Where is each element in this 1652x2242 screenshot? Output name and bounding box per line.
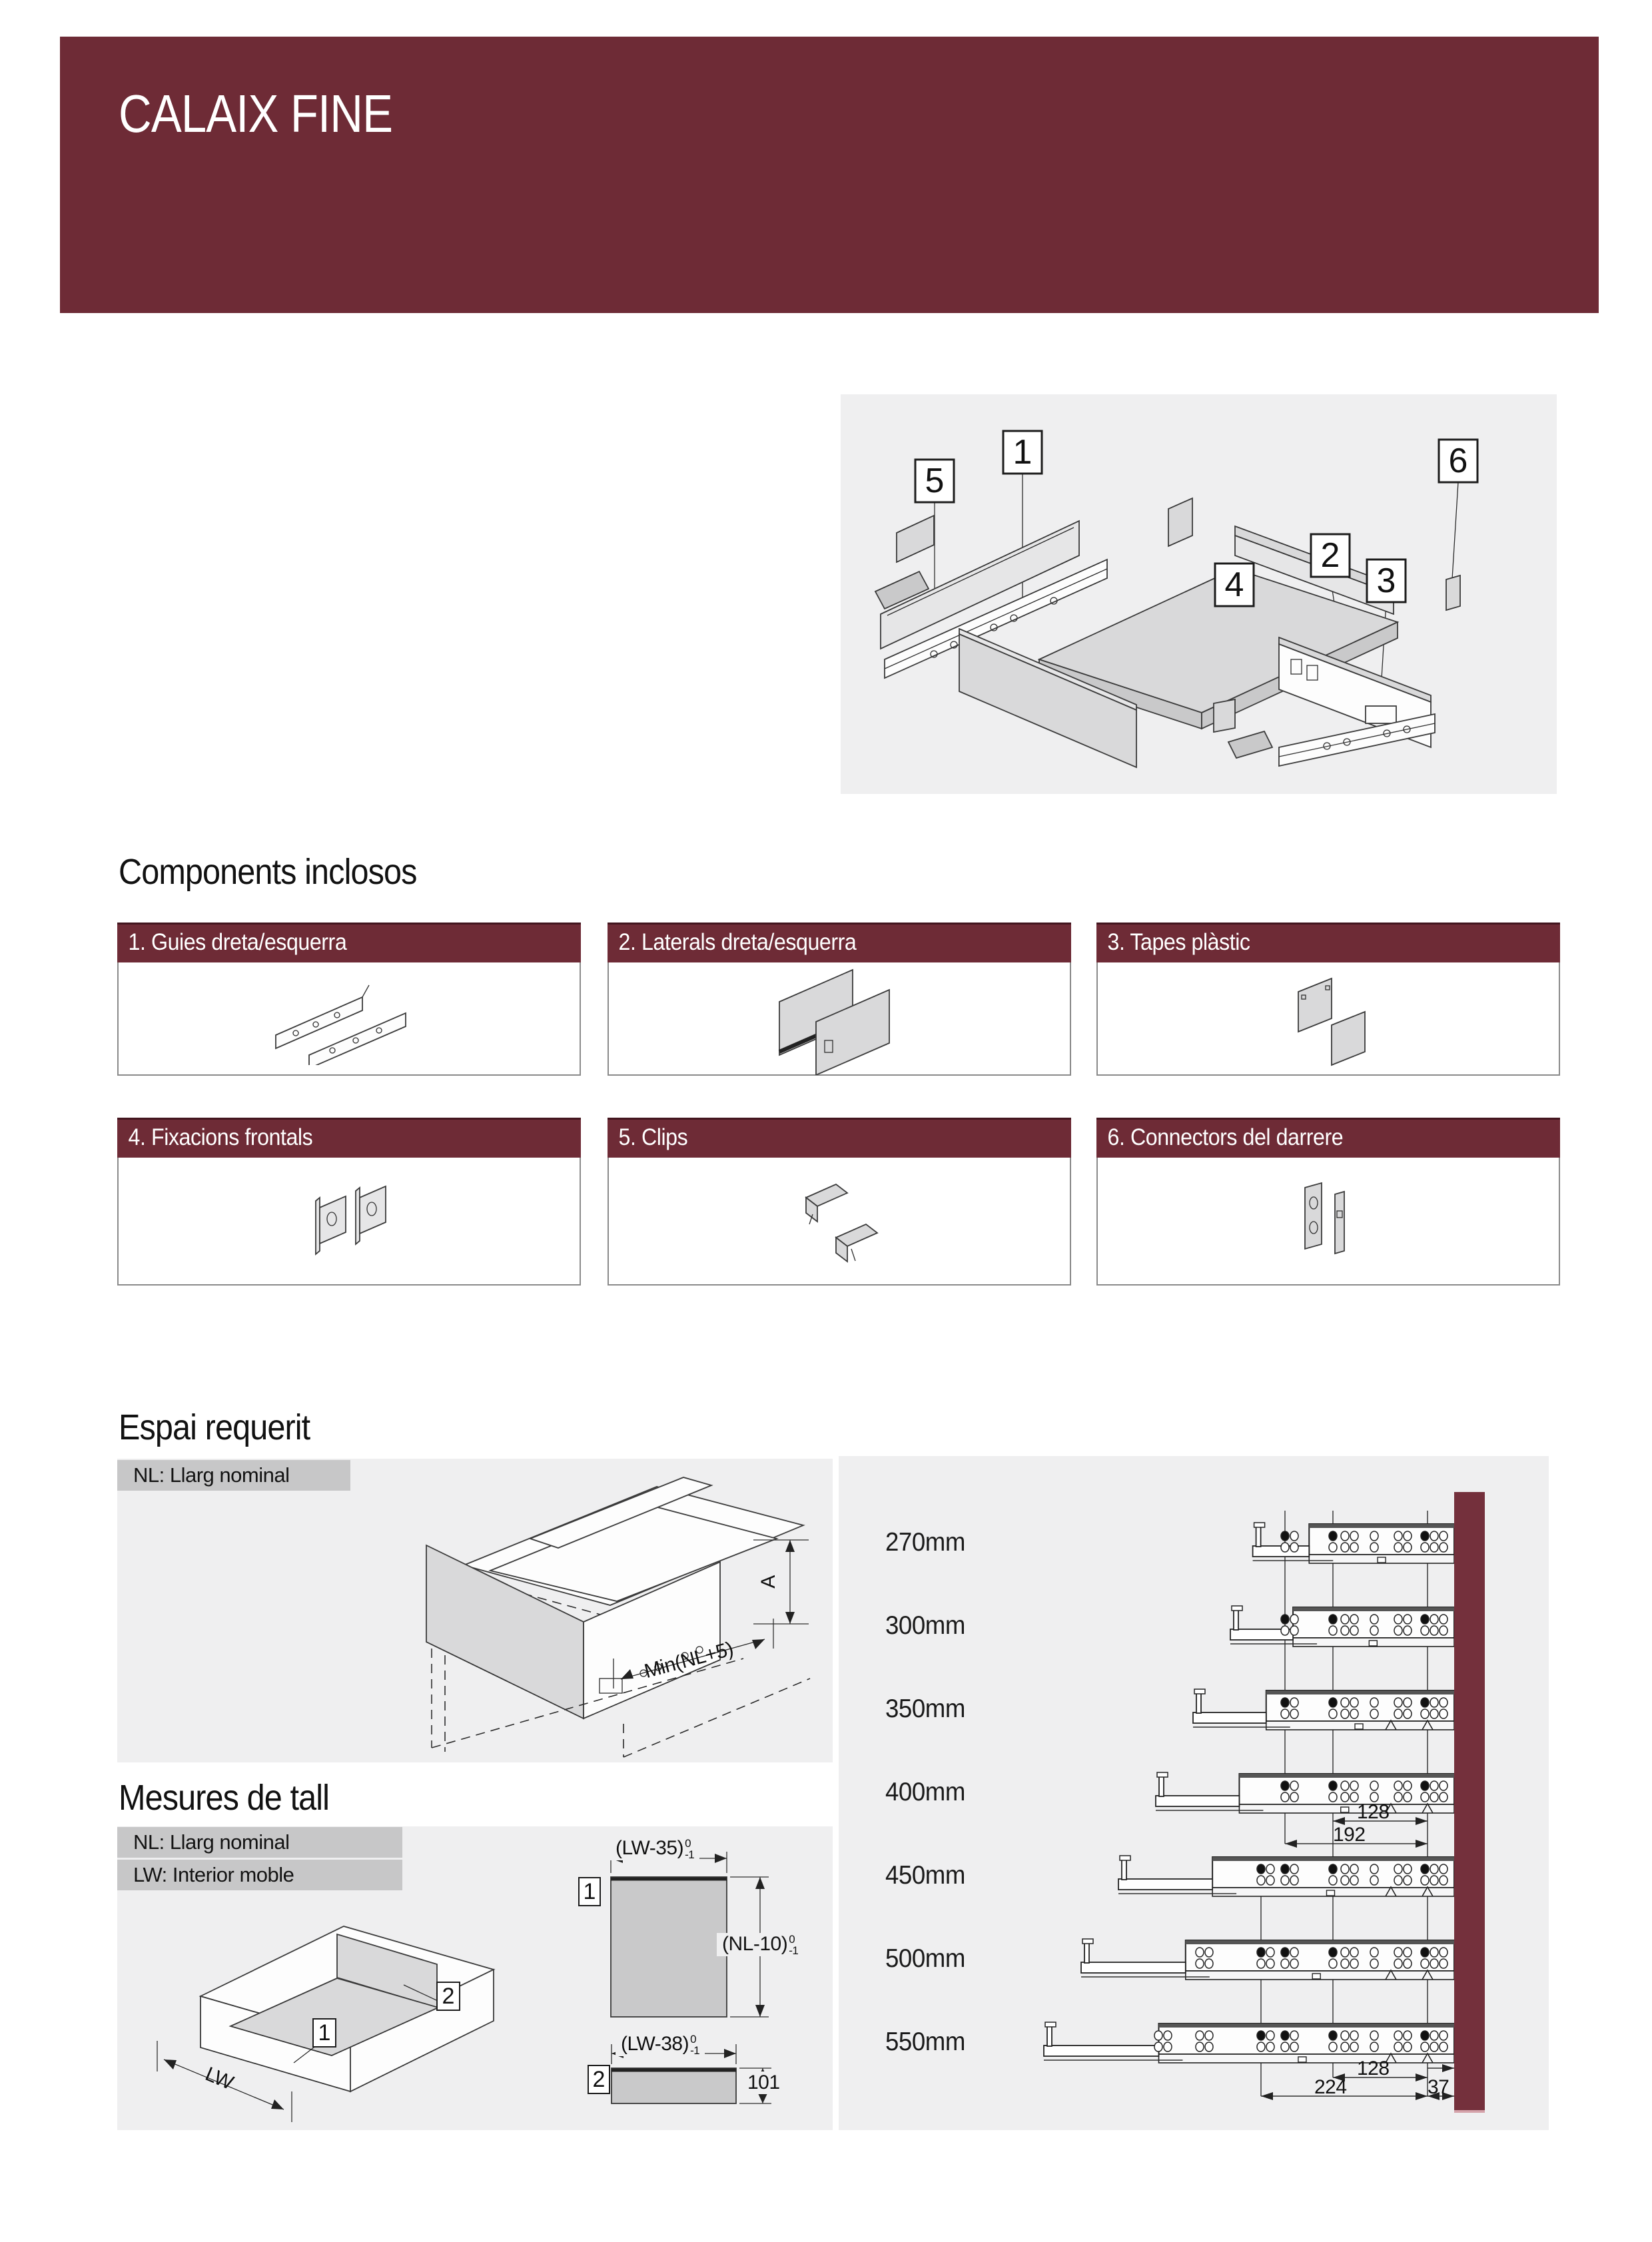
size-label: 500mm <box>885 1944 965 1973</box>
dim-128-top: 128 <box>1357 1801 1390 1823</box>
dim-192: 192 <box>1333 1824 1366 1846</box>
component-box-illustration <box>608 1158 1071 1286</box>
component-box <box>1096 923 1560 1076</box>
size-label: 450mm <box>885 1861 965 1890</box>
sizes-panel <box>839 1456 1549 2130</box>
component-box-header <box>117 1118 581 1158</box>
component-box-header <box>1096 1118 1560 1158</box>
size-label: 270mm <box>885 1528 965 1557</box>
header-band <box>60 37 1599 313</box>
espai-dim-min: Min(NL+5) <box>641 1637 736 1683</box>
svg-text:1: 1 <box>1013 433 1032 472</box>
component-box <box>608 1118 1071 1286</box>
component-box-illustration <box>117 962 581 1076</box>
size-label: 550mm <box>885 2028 965 2056</box>
component-box-header <box>608 1118 1071 1158</box>
exploded-label-6 <box>1439 440 1477 482</box>
svg-text:3: 3 <box>1376 561 1396 600</box>
section-heading-components: Components inclosos <box>119 852 417 892</box>
piece1-label: 1 <box>578 1877 601 1906</box>
mesures-panel <box>117 1826 833 2130</box>
exploded-label-1 <box>1003 431 1042 474</box>
exploded-drawer-drawing <box>841 394 1557 794</box>
cabinet-side-bar <box>1454 1492 1485 2113</box>
component-box-label: 4. Fixacions frontals <box>128 1124 313 1150</box>
mesures-dim-lw: LW <box>202 2063 236 2094</box>
exploded-diagram-panel <box>841 394 1557 794</box>
component-box-header <box>608 923 1071 962</box>
component-box-header <box>1096 923 1560 962</box>
mesures-chip-nl: NL: Llarg nominal <box>117 1827 402 1858</box>
dim-224: 224 <box>1314 2076 1347 2098</box>
espai-drawing <box>117 1459 833 1762</box>
component-box <box>1096 1118 1560 1286</box>
dim-37: 37 <box>1428 2076 1449 2098</box>
component-box-label: 1. Guies dreta/esquerra <box>128 929 347 955</box>
piece1-width-dim: (LW-35) 0 -1 <box>610 1837 699 1860</box>
mesures-cabinet-label-bottom: 1 <box>312 2018 336 2048</box>
piece2-width-dim: (LW-38) 0 -1 <box>616 2033 705 2056</box>
component-box <box>117 923 581 1076</box>
component-box <box>117 1118 581 1286</box>
dim-128-bottom: 128 <box>1357 2057 1390 2079</box>
component-box-illustration <box>117 1158 581 1286</box>
size-label: 300mm <box>885 1611 965 1640</box>
component-box-label: 2. Laterals dreta/esquerra <box>618 929 857 955</box>
component-box-illustration <box>1096 962 1560 1076</box>
espai-chip-nl: NL: Llarg nominal <box>117 1460 350 1491</box>
exploded-label-2 <box>1311 534 1350 577</box>
piece2-label: 2 <box>588 2065 610 2094</box>
component-box-label: 5. Clips <box>618 1124 688 1150</box>
svg-text:2: 2 <box>1320 536 1340 575</box>
size-label: 400mm <box>885 1778 965 1806</box>
exploded-label-5 <box>915 460 954 502</box>
mesures-cabinet-label-back: 2 <box>436 1982 460 2011</box>
component-box-illustration <box>608 962 1071 1076</box>
piece2-height-dim: 101 <box>742 2071 785 2094</box>
section-heading-espai: Espai requerit <box>119 1407 310 1447</box>
component-box-label: 6. Connectors del darrere <box>1107 1124 1344 1150</box>
svg-text:6: 6 <box>1448 442 1468 480</box>
page-title: CALAIX FINE <box>119 84 393 143</box>
exploded-label-3 <box>1367 560 1406 602</box>
svg-text:5: 5 <box>925 462 945 500</box>
component-box-header <box>117 923 581 962</box>
mesures-chip-lw: LW: Interior moble <box>117 1860 402 1890</box>
section-heading-mesures: Mesures de tall <box>119 1778 330 1818</box>
piece1-height-dim: (NL-10) 0 -1 <box>717 1933 803 1956</box>
espai-dim-a: A <box>757 1575 779 1589</box>
component-box-illustration <box>1096 1158 1560 1286</box>
exploded-label-4 <box>1215 563 1254 606</box>
component-box <box>608 923 1071 1076</box>
size-label: 350mm <box>885 1694 965 1723</box>
svg-text:4: 4 <box>1224 565 1244 604</box>
component-box-label: 3. Tapes plàstic <box>1107 929 1250 955</box>
espai-panel <box>117 1459 833 1762</box>
